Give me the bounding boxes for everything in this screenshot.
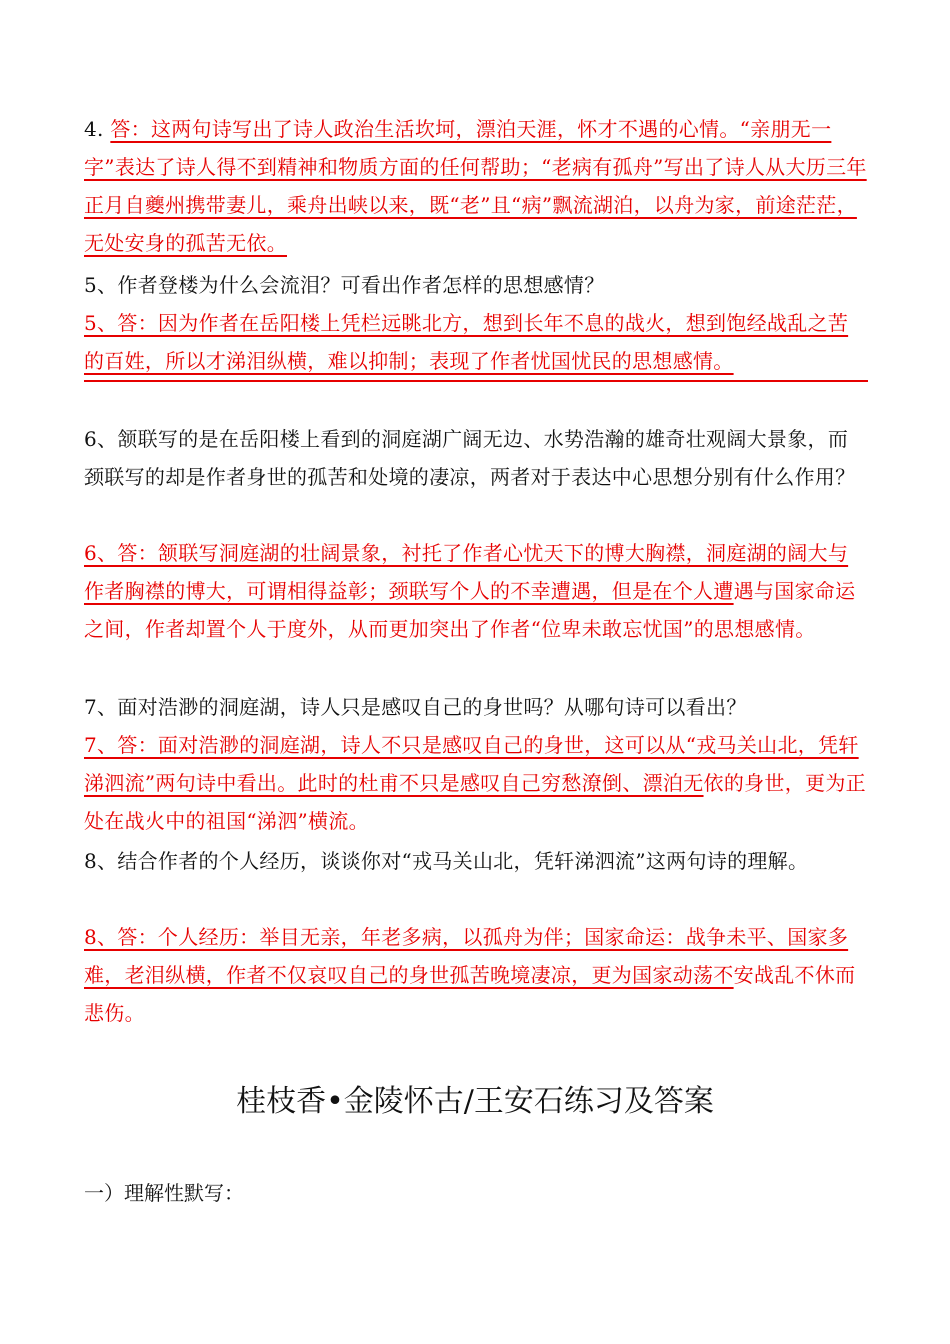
section-heading: 一）理解性默写： — [84, 1181, 244, 1205]
answer-7-underlined: 7、答：面对浩渺的洞庭湖，诗人不只是感叹自己的身世，这可以从“戎马关山北，凭轩涕泗流”两句诗中看出。此时的杜甫不只是感叹自己穷愁潦倒、漂泊无 — [84, 733, 859, 795]
answer-6 — [84, 534, 868, 648]
answer-8 — [84, 918, 868, 1032]
answer-8-plain: 安战乱不休而悲伤。 — [84, 963, 856, 1025]
answer-5: 5、答：因为作者在岳阳楼上凭栏远眺北方，想到长年不息的战火，想到饱经战乱之苦的百姓，所以才涕泪纵横，难以抑制；表现了作者忧国忧民的思想感情。 — [84, 304, 868, 382]
question-8: 8、结合作者的个人经历，谈谈你对“戎马关山北，凭轩涕泗流”这两句诗的理解。 — [84, 849, 809, 873]
question-6: 6、颔联写的是在岳阳楼上看到的洞庭湖广阔无边、水势浩瀚的雄奇壮观阔大景象，而颈联写的却是作者身世的孤苦和处境的凄凉，两者对于表达中心思想分别有什么作用？ — [84, 427, 856, 489]
answer-4-text: 答：这两句诗写出了诗人政治生活坎坷，漂泊天涯，怀才不遇的心情。“亲朋无一字”表达了诗人得不到精神和物质方面的任何帮助；“老病有孤舟”写出了诗人从大历三年正月自夔州携带妻儿，乘舟出峡以来，既“老”且“病”飘流湖泊，以舟为家，前途茫茫，无处安身的孤苦无依。 — [84, 117, 867, 255]
answer-7-plain: 依的身世，更为正处在战火中的祖国“涕泗”横流。 — [84, 771, 866, 833]
answer-6-plain: 遇与国家命运之间，作者却置个人于度外，从而更加突出了作者“位卑未敢忘忧国”的思想感情。 — [84, 579, 856, 641]
answer-8-underlined: 8、答：个人经历：举目无亲，年老多病，以孤舟为伴；国家命运：战争未平、国家多难，老泪纵横，作者不仅哀叹自己的身世孤苦晚境凄凉，更为国家动荡不 — [84, 925, 849, 987]
answer-4-number: 4. — [84, 117, 111, 141]
section-title: 桂枝香•金陵怀古/王安石练习及答案 — [236, 1084, 714, 1119]
question-7: 7、面对浩渺的洞庭湖，诗人只是感叹自己的身世吗？从哪句诗可以看出？ — [84, 695, 747, 719]
answer-7 — [84, 726, 868, 840]
answer-4 — [84, 110, 868, 262]
question-5: 5、作者登楼为什么会流泪？可看出作者怎样的思想感情？ — [84, 273, 605, 297]
answer-6-underlined: 6、答：颔联写洞庭湖的壮阔景象，衬托了作者心忧天下的博大胸襟，洞庭湖的阔大与作者胸襟的博大，可谓相得益彰；颈联写个人的不幸遭遇，但是在个人遭 — [84, 541, 849, 603]
